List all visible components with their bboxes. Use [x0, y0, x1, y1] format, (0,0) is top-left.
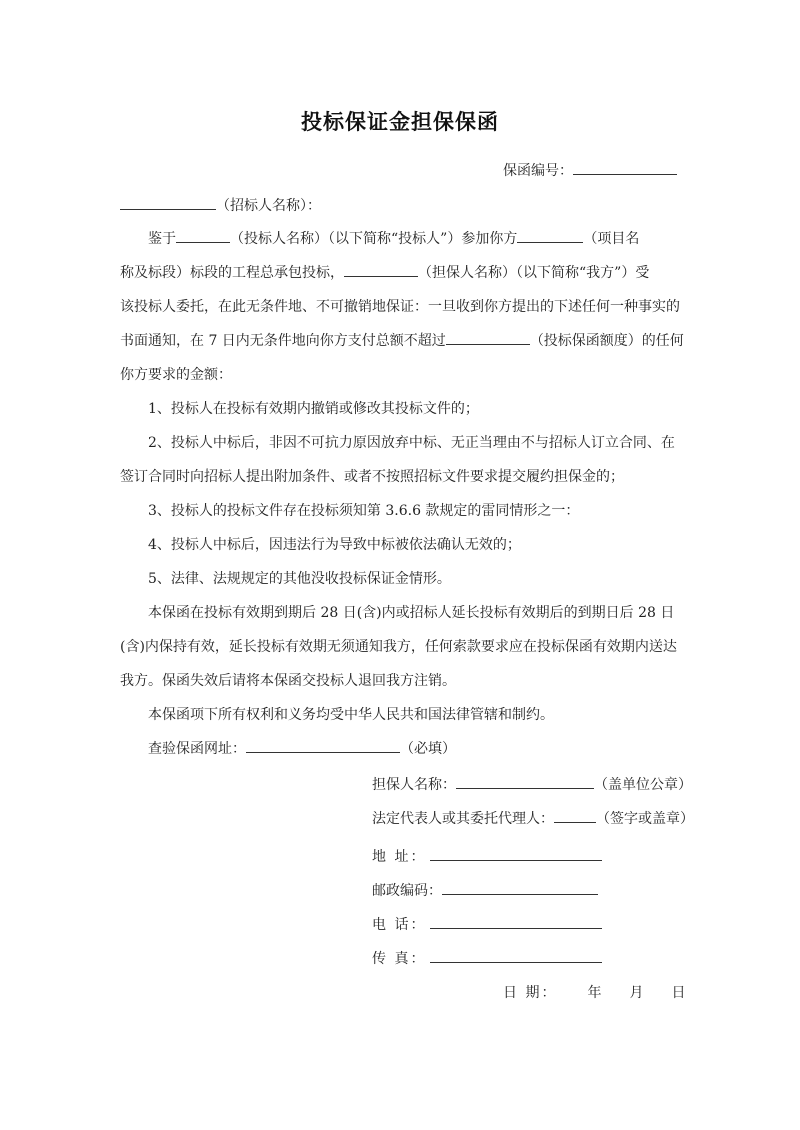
governing-law: 本保函项下所有权利和义务均受中华人民共和国法律管辖和制约。 [148, 707, 554, 723]
intro-text: 称及标段）标段的工程总承包投标， [120, 265, 344, 281]
guarantee-amount-blank[interactable] [446, 330, 530, 345]
fax-label: 传 真： [372, 951, 427, 967]
intro-text: 鉴于 [148, 231, 176, 247]
postcode-blank[interactable] [442, 880, 598, 895]
bidder-name-blank[interactable] [176, 228, 230, 243]
address-label: 地 址： [372, 849, 427, 865]
date-year: 年 [587, 985, 602, 1001]
intro-text: 书面通知，在 7 日内无条件地向你方支付总额不超过 [120, 333, 446, 349]
date-label: 日 期： [503, 985, 558, 1001]
verify-url-label: 查验保函网址： [148, 741, 246, 757]
recipient-line [120, 195, 321, 215]
tenderer-name-blank[interactable] [120, 195, 216, 210]
item-3: 3、投标人的投标文件存在投标须知第 3.6.6 款规定的雷同情形之一： [148, 503, 580, 519]
representative-label: 法定代表人或其委托代理人： [372, 811, 554, 827]
intro-line-3: 该投标人委托，在此无条件地、不可撤销地保证：一旦收到你方提出的下述任何一种事实的 [120, 299, 680, 315]
guarantor-sign-blank[interactable] [456, 774, 594, 789]
phone-blank[interactable] [430, 914, 602, 929]
recipient-note: （招标人名称）： [216, 198, 321, 214]
guarantor-sign-line [372, 768, 692, 802]
date-line [503, 976, 685, 1010]
address-blank[interactable] [430, 846, 602, 861]
phone-line [372, 908, 602, 942]
verify-url-line [148, 732, 456, 766]
guarantee-number-line [503, 160, 677, 180]
guarantor-name-blank[interactable] [344, 262, 418, 277]
intro-text: （投标保函额度）的任何 [529, 333, 684, 349]
representative-sign-blank[interactable] [554, 808, 596, 823]
guarantor-label: 担保人名称： [372, 777, 456, 793]
item-5: 5、法律、法规规定的其他没收投标保证金情形。 [148, 571, 451, 587]
postcode-label: 邮政编码： [372, 883, 442, 899]
item-2-line-1: 2、投标人中标后，非因不可抗力原因放弃中标、无正当理由不与招标人订立合同、在 [148, 435, 675, 451]
representative-sign-line [372, 802, 694, 836]
fax-blank[interactable] [430, 948, 602, 963]
validity-line-2: (含)内保持有效，延长投标有效期无须通知我方，任何索款要求应在投标保函有效期内送达 [120, 639, 677, 655]
guarantee-number-blank[interactable] [573, 160, 677, 175]
item-2-line-2: 签订合同时向招标人提出附加条件、或者不按照招标文件要求提交履约担保金的； [120, 469, 624, 485]
intro-text: （项目名 [583, 231, 640, 247]
postcode-line [372, 874, 598, 908]
intro-line-1 [148, 222, 680, 256]
verify-required-note: （必填） [400, 741, 456, 757]
intro-line-2 [120, 256, 680, 290]
intro-line-4 [120, 324, 684, 358]
date-day: 日 [671, 985, 686, 1001]
intro-text: （担保人名称）（以下简称“我方”）受 [418, 265, 650, 281]
guarantor-seal-note: （盖单位公章） [594, 777, 692, 793]
verify-url-blank[interactable] [246, 738, 400, 753]
guarantee-number-label: 保函编号： [503, 163, 573, 179]
project-name-blank[interactable] [517, 228, 583, 243]
date-month: 月 [629, 985, 644, 1001]
intro-line-5: 你方要求的金额： [120, 367, 232, 383]
validity-line-1: 本保函在投标有效期到期后 28 日(含)内或招标人延长投标有效期后的到期日后 28 日 [148, 605, 675, 621]
phone-label: 电 话： [372, 917, 427, 933]
address-line [372, 840, 602, 874]
validity-line-3: 我方。保函失效后请将本保函交投标人退回我方注销。 [120, 673, 456, 689]
intro-text: （投标人名称）（以下简称“投标人”）参加你方 [230, 231, 518, 247]
fax-line [372, 942, 602, 976]
item-4: 4、投标人中标后，因违法行为导致中标被依法确认无效的； [148, 537, 521, 553]
item-1: 1、投标人在投标有效期内撤销或修改其投标文件的； [148, 401, 479, 417]
representative-sign-note: （签字或盖章） [596, 811, 694, 827]
document-title: 投标保证金担保保函 [301, 110, 499, 134]
